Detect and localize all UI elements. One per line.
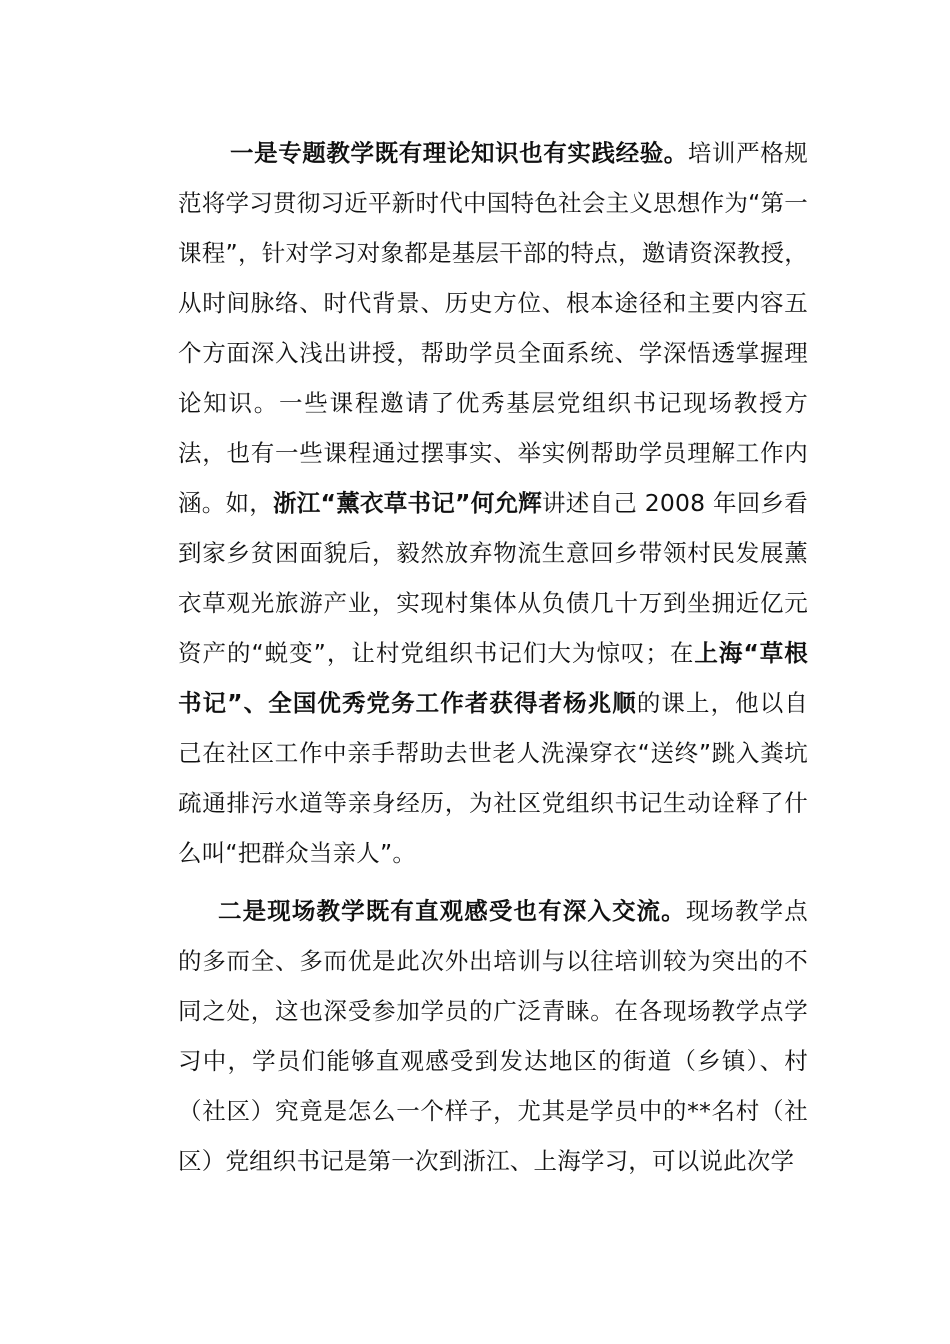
document-page [178,128,808,1186]
paragraph-text: 讲述自己 2008 年回乡看到家乡贫困面貌后，毅然放弃物流生意回乡带领村民发展薰衣草观光旅游产业，实现村集体从负债几十万到坐拥近亿元资产的“蜕变”，让村党组织书记们大为惊叹；在 [178,489,808,667]
highlight-name: 上海“草根书记”、全国优秀党务工作者获得者杨兆顺 [178,639,809,717]
highlight-name: 浙江“薰衣草书记”何允辉 [273,489,542,517]
paragraph-text: 现场教学点的多而全、多而优是此次外出培训与以往培训较为突出的不同之处，这也深受参加学员的广泛青睐。在各现场教学点学习中，学员们能够直观感受到发达地区的街道（乡镇）、村（社区）究竟是怎么一个样子，尤其是学员中的**名村（社区）党组织书记是第一次到浙江、上海学习，可以说此次学 [178,897,808,1175]
paragraph-text: 培训严格规范将学习贯彻习近平新时代中国特色社会主义思想作为“第一课程”，针对学习对象都是基层干部的特点，邀请资深教授，从时间脉络、时代背景、历史方位、根本途径和主要内容五个方面深入浅出讲授，帮助学员全面系统、学深悟透掌握理论知识。一些课程邀请了优秀基层党组织书记现场教授方法，也有一些课程通过摆事实、举实例帮助学员理解工作内涵。如， [178,139,808,517]
paragraph-heading: 二是现场教学既有直观感受也有深入交流。 [218,897,686,925]
paragraph-onsite-teaching [178,886,808,1186]
paragraph-theory-practice [178,128,808,878]
paragraph-text: 的课上，他以自己在社区工作中亲手帮助去世老人洗澡穿衣“送终”跳入粪坑疏通排污水道等亲身经历，为社区党组织书记生动诠释了什么叫“把群众当亲人”。 [178,689,809,867]
paragraph-heading: 一是专题教学既有理论知识也有实践经验。 [230,139,688,167]
